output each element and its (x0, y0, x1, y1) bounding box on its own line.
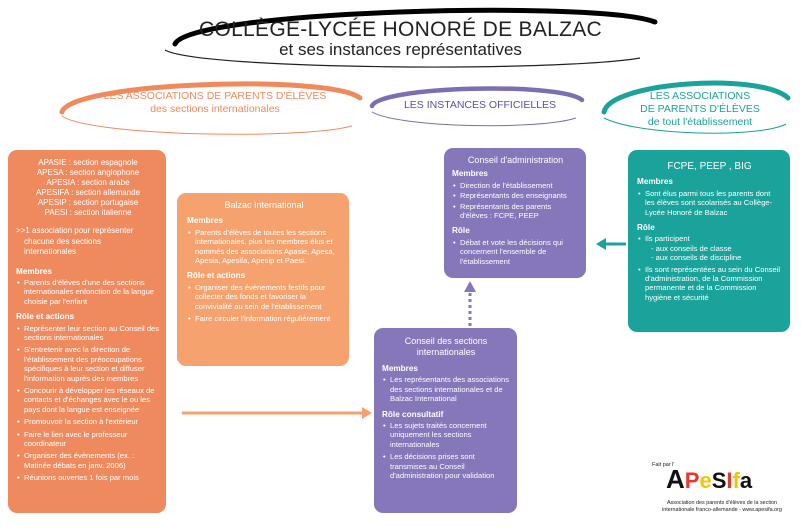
box-title (382, 336, 510, 358)
conseil-sections-internationales-box (374, 328, 517, 513)
logo-letter: S (711, 468, 727, 493)
apesifa-logo (652, 462, 792, 522)
section-list (16, 158, 160, 218)
box-title-line2: internationales (416, 347, 476, 357)
balzac-international-box (177, 193, 349, 366)
list-item (645, 234, 782, 262)
header-right-line1: LES ASSOCIATIONS (649, 90, 751, 102)
header-center-line1: LES INSTANCES OFFICIELLES (403, 99, 557, 111)
box-title: FCPE, PEEP , BIG (667, 161, 752, 172)
role-sub-item: - aux conseils de classe (651, 243, 732, 253)
page-title: COLLÈGE-LYCÉE HONORÉ DE BALZAC (198, 18, 603, 41)
membres-list (187, 228, 341, 266)
logo-caption (652, 500, 792, 514)
left-associations-box (8, 150, 166, 513)
logo-letter: a (739, 468, 753, 493)
list-item: • Représenter leur section au Conseil des sections internationales (24, 324, 160, 343)
list-item: • Parents d'élèves de toutes les sections internationales, plus les membres élus et nommés des associations Apasie, Apesa, Apesia, Apesifa, Apesip et Paesi. (195, 228, 341, 266)
role-list (452, 238, 579, 266)
section-item: APESIP : section portugaise (37, 198, 139, 207)
logo-fait-par: Fait par l' (652, 462, 675, 468)
logo-caption-line1: Association des parents d'élèves de la section (666, 500, 778, 506)
list-item: • Représentants des enseignants (460, 191, 579, 200)
logo-letter: e (699, 468, 712, 493)
box-title: Conseil d'administration (467, 155, 564, 165)
header-right-line2: DE PARENTS D'ÉLÈVES (640, 103, 760, 115)
list-item: • Débat et vote les décisions qui concernent l'ensemble de l'établissement (460, 238, 579, 266)
logo-letter: P (684, 468, 700, 493)
orange-header-arc-bottom (62, 116, 352, 134)
header-left-line2: des sections internationales (150, 103, 280, 115)
list-item: • Réunions ouvertes 1 fois par mois (24, 473, 160, 482)
list-item: • Les représentants des associations des sections internationales et de Balzac International (390, 375, 510, 403)
logo-letter: f (732, 468, 740, 493)
membres-list (452, 181, 579, 221)
arrow-head-fcpe-to-ca (596, 238, 606, 250)
list-item: • Organiser des évènements (ex. : Matinée débats en janv. 2006) (24, 451, 160, 470)
section-item: APASIE : section espagnole (38, 158, 138, 167)
membres-list (16, 278, 160, 306)
section-item: PAESI : section italienne (44, 208, 132, 217)
role-heading: Rôle (452, 226, 470, 236)
box-title: Balzac International (224, 200, 304, 210)
logo-wordmark (666, 466, 752, 494)
role-list (382, 421, 510, 480)
purple-header-arc-bottom (372, 112, 576, 126)
association-note (16, 226, 160, 258)
role-list (16, 324, 160, 483)
header-right (615, 90, 785, 129)
membres-heading: Membres (16, 266, 52, 276)
header-left-line1: LES ASSOCIATIONS DE PARENTS D'ÉLÈVES (103, 90, 327, 102)
list-item: • Ils sont représentées au sein du Conseil d'administration, de la Commission permanente et de la Commission hygiène et sécurité (645, 265, 782, 303)
association-note-line2: chacune des sections (24, 236, 101, 246)
list-item: • Sont élus parmi tous les parents dont les élèves sont scolarisés au Collège-Lycée Honoré de Balzac (645, 189, 782, 217)
section-item: APESA : section anglophone (36, 168, 140, 177)
role-sub-item: - aux conseils de discipline (651, 253, 742, 263)
membres-heading: Membres (187, 216, 223, 226)
header-right-line3: de tout l'établissement (647, 116, 753, 128)
list-item: • S'entretenir avec la direction de l'établissement des préoccupations spécifiques à leur section et diffuser l'information auprès des membres (24, 345, 160, 383)
list-item: • Faire le lien avec le professeur coordinateur (24, 430, 160, 449)
logo-caption-line2: internationale franco-allemande - www.apesifa.org (662, 507, 782, 513)
list-item: • Les décisions prises sont transmises au Conseil d'administration pour validation (390, 452, 510, 480)
fcpe-peep-big-box (628, 150, 790, 332)
association-note-line3: internationales (24, 247, 77, 256)
list-item: • Parents d'élèves d'une des sections internationales enfonction de la langue choisie par l'enfant (24, 278, 160, 306)
role-list (637, 234, 782, 302)
membres-list (382, 375, 510, 403)
list-item: • Promouvoir la section à l'extérieur (24, 417, 160, 426)
arrow-head-csi-to-ca (464, 281, 476, 292)
membres-heading: Membres (452, 169, 488, 179)
membres-list (637, 189, 782, 217)
role-list (187, 283, 341, 324)
page-subtitle: et ses instances représentatives (279, 40, 522, 59)
header-left (80, 90, 350, 116)
membres-heading: Membres (382, 364, 418, 373)
arrow-head-left-to-csi (362, 407, 372, 419)
logo-letter: A (666, 464, 685, 494)
list-item: • Représentants des parents d'élèves : FCPE, PEEP (460, 202, 579, 221)
section-item: APESIFA : section allemande (35, 188, 141, 197)
role-heading: Rôle (637, 223, 655, 233)
list-item: • Les sujets traités concernent uniquement les sections internationales (390, 421, 510, 449)
role-intro: • Ils participent (645, 234, 690, 244)
list-item: • Organiser des évènements festifs pour collecter des fonds et favoriser la convivialité au sein de l'établissement (195, 283, 341, 311)
box-title-line1: Conseil des sections (404, 336, 488, 346)
list-item: • Direction de l'établissement (460, 181, 579, 190)
conseil-administration-box (444, 148, 586, 278)
role-heading: Rôle consultatif (382, 409, 444, 419)
membres-heading: Membres (637, 177, 673, 187)
list-item: • Concourir à développer les réseaux de contacts et d'échanges avec le ou les pays dont la langue est enseignée (24, 386, 160, 414)
association-note-line1: >>1 association pour représenter (16, 226, 134, 235)
logo-letter: I (726, 468, 733, 493)
header-center (380, 99, 580, 112)
list-item: • Faire circuler l'information régulièrement (195, 314, 341, 323)
role-heading: Rôle et actions (187, 271, 246, 281)
role-heading: Rôle et actions (16, 312, 75, 322)
section-item: APESIA : section arabe (46, 178, 130, 187)
